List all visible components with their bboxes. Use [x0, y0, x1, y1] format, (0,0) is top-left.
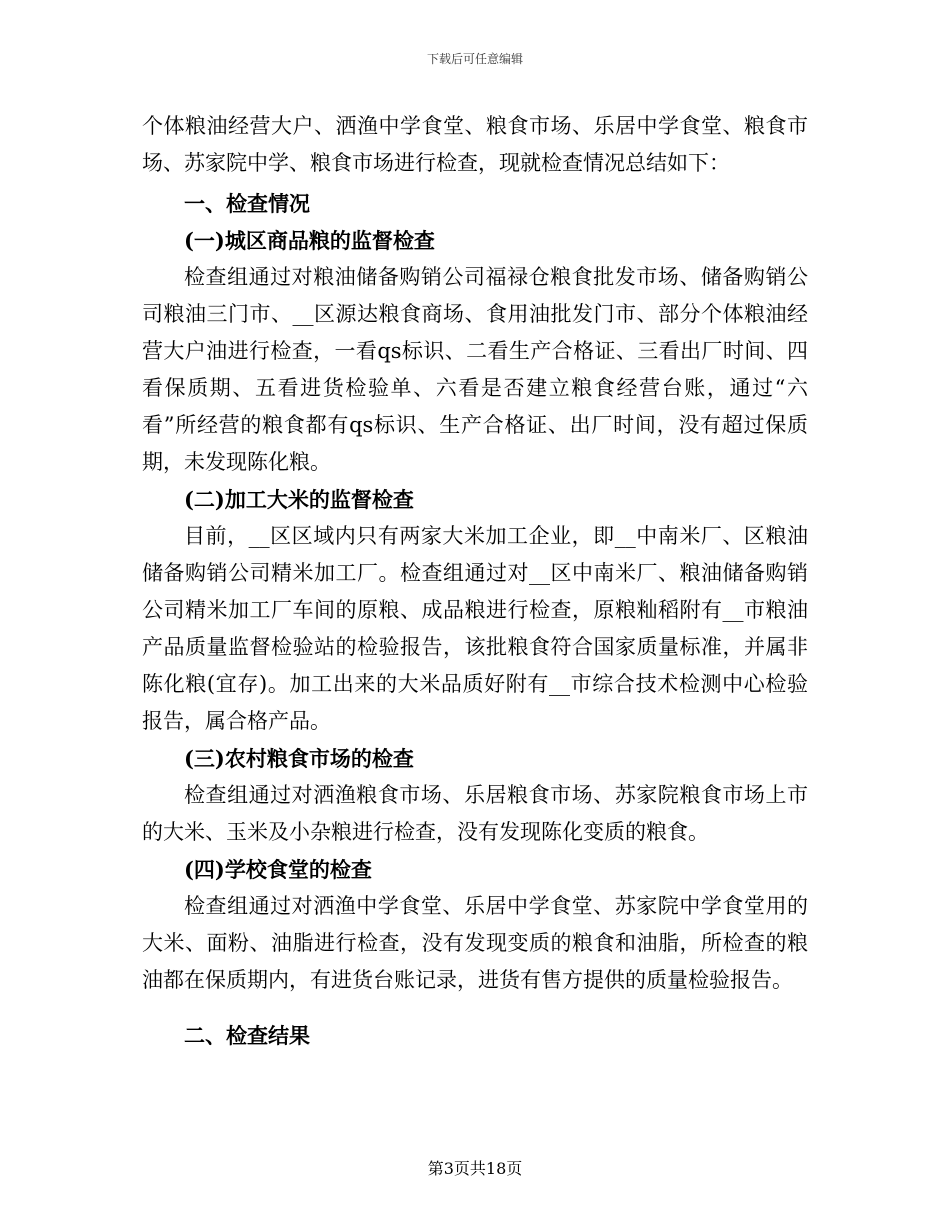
paragraph-rural-market: 检查组通过对洒渔粮食市场、乐居粮食市场、苏家院粮食市场上市的大米、玉米及小杂粮进行检查，没有发现陈化变质的粮食。 — [142, 783, 808, 844]
subsection-heading-rural-market: (三)农村粮食市场的检查 — [184, 746, 414, 771]
document-body — [142, 108, 808, 1054]
paragraph-rice-processing: 目前，__区区域内只有两家大米加工企业，即__中南米厂、区粮油储备购销公司精米加工厂。检查组通过对__区中南米厂、粮油储备购销公司精米加工厂车间的原粮、成品粮进行检查，原粮籼稻附有__市粮油产品质量监督检验站的检验报告，该批粮食符合国家质量标准，并属非陈化粮(宜存)。加工出来的大米品质好附有__市综合技术检测中心检验报告，属合格产品。 — [142, 524, 808, 733]
paragraph-intro-continued: 个体粮油经营大户、洒渔中学食堂、粮食市场、乐居中学食堂、粮食市场、苏家院中学、粮食市场进行检查，现就检查情况总结如下： — [142, 114, 808, 175]
paragraph-urban-grain: 检查组通过对粮油储备购销公司福禄仓粮食批发市场、储备购销公司粮油三门市、__区源达粮食商场、食用油批发门市、部分个体粮油经营大户油进行检查，一看qs标识、二看生产合格证、三看出厂时间、四看保质期、五看进货检验单、六看是否建立粮食经营台账，通过“六看”所经营的粮食都有qs标识、生产合格证、出厂时间，没有超过保质期，未发现陈化粮。 — [142, 265, 808, 474]
subsection-heading-school-canteen: (四)学校食堂的检查 — [184, 857, 372, 882]
page-header-note: 下载后可任意编辑 — [426, 52, 523, 66]
paragraph-school-canteen: 检查组通过对洒渔中学食堂、乐居中学食堂、苏家院中学食堂用的大米、面粉、油脂进行检查，没有发现变质的粮食和油脂，所检查的粮油都在保质期内，有进货台账记录，进货有售方提供的质量检验报告。 — [142, 894, 808, 992]
section-heading-inspection: 一、检查情况 — [184, 191, 310, 216]
page-number: 第3页共18页 — [427, 1159, 523, 1178]
section-heading-results: 二、检查结果 — [184, 1023, 310, 1048]
subsection-heading-rice-processing: (二)加工大米的监督检查 — [184, 487, 414, 512]
subsection-heading-urban-grain: (一)城区商品粮的监督检查 — [184, 228, 435, 253]
